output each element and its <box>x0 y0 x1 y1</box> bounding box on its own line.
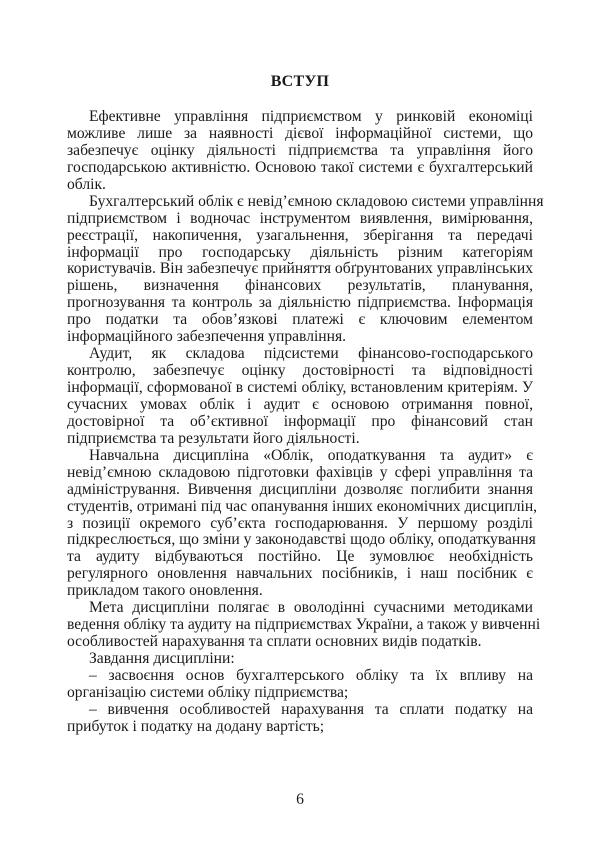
text-line: адміністрування. Вивчення дисципліни дозволяє поглибити знання <box>67 480 533 498</box>
paragraph <box>67 702 533 736</box>
text-line: рішень, визначення фінансових результатів, планування, <box>67 277 533 295</box>
paragraph <box>67 346 533 448</box>
text-line: студентів, отримані під час опанування інших економічних дисциплін, <box>67 497 538 515</box>
text-line: Навчальна дисципліна «Облік, оподаткування та аудит» є <box>89 446 533 464</box>
text-line: Бухгалтерський облік є невід’ємною складовою системи управління <box>89 192 544 210</box>
text-line: особливостей нарахування та сплати основних видів податків. <box>67 633 482 651</box>
text-line: прогнозування та контроль за діяльністю підприємства. Інформація <box>67 294 533 312</box>
paragraph <box>67 668 533 702</box>
text-line: та аудиту відбуваються постійно. Це зумовлює необхідність <box>67 548 533 566</box>
text-line: про податки та обов’язкові платежі є ключовим елементом <box>67 311 533 329</box>
paragraph <box>67 599 541 651</box>
text-line: облік. <box>67 175 106 193</box>
document-body <box>67 108 544 736</box>
text-line: Мета дисципліни полягає в оволодінні сучасними методиками <box>89 599 533 617</box>
text-line: невід’ємною складовою підготовки фахівців у сфері управління та <box>67 463 533 481</box>
text-line: сучасних умовах облік і аудит є основою отримання повної, <box>67 395 533 413</box>
text-line: прикладом такого оновлення. <box>67 582 263 600</box>
text-line: господарською активністю. Основою такої системи є бухгалтерський <box>67 158 533 176</box>
text-line: з позиції окремого суб’єкта господарювання. У першому розділі <box>67 514 533 532</box>
text-line: підкреслюється, що зміни у законодавстві щодо обліку, оподаткування <box>67 531 536 549</box>
page-title: ВСТУП <box>270 73 330 90</box>
text-line: Аудит, як складова підсистеми фінансово-господарського <box>89 345 533 363</box>
text-line: Ефективне управління підприємством у ринковій економіці <box>89 108 533 125</box>
text-line: інформаційного забезпечення управління. <box>67 328 347 346</box>
text-line: контролю, забезпечує оцінку достовірності та відповідності <box>67 362 533 380</box>
paragraph <box>67 446 538 600</box>
text-line: користувачів. Він забезпечує прийняття обґрунтованих управлінських <box>67 260 533 278</box>
paragraph <box>67 192 544 346</box>
text-line: можливе лише за наявності дієвої інформаційної системи, що <box>67 124 533 142</box>
text-line: організацію системи обліку підприємства; <box>67 683 349 701</box>
text-line: інформації про господарську діяльність різним категоріям <box>67 243 533 261</box>
text-line: – вивчення особливостей нарахування та сплати податку на <box>89 700 533 718</box>
text-line: прибуток і податку на додану вартість; <box>67 717 325 735</box>
text-line: регулярного оновлення навчальних посібників, і наш посібник є <box>67 565 533 583</box>
text-line: підприємства та результати його діяльності. <box>67 429 360 447</box>
text-line: підприємством і водночас інструментом виявлення, вимірювання, <box>67 209 533 227</box>
text-line: – засвоєння основ бухгалтерського обліку та їх впливу на <box>89 666 533 684</box>
text-line: ведення обліку та аудиту на підприємствах України, а також у вивченні <box>67 616 541 634</box>
paragraph <box>67 109 533 194</box>
text-line: інформації, сформованої в системі обліку, встановленим критеріям. У <box>67 379 533 396</box>
text-line: достовірної та об’єктивної інформації про фінансовий стан <box>67 412 533 430</box>
page-number: 6 <box>296 791 304 808</box>
text-line: забезпечує оцінку діяльності підприємства та управління його <box>67 141 533 159</box>
text-line: реєстрації, накопичення, узагальнення, зберігання та передачі <box>67 226 533 244</box>
paragraph <box>67 651 533 668</box>
text-line: Завдання дисципліни: <box>89 650 235 667</box>
